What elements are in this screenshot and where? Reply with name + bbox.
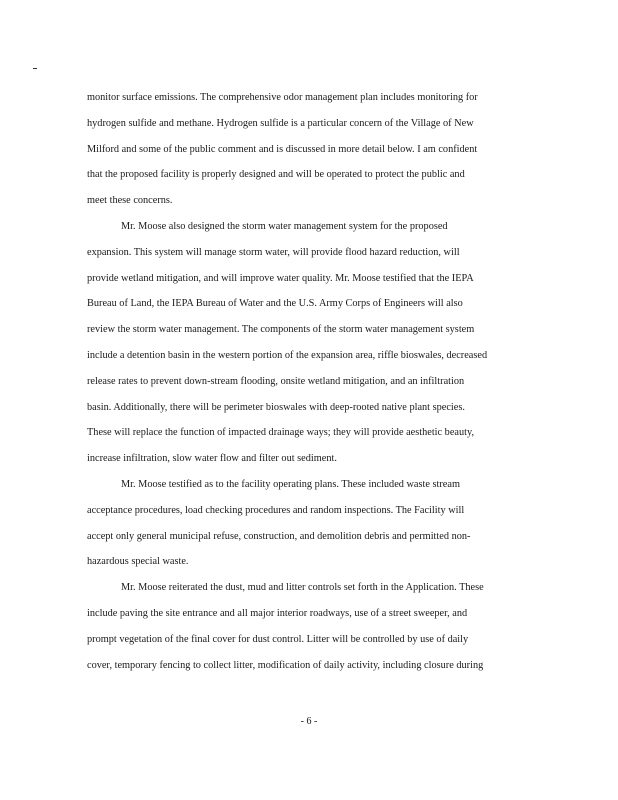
page-number: - 6 - (300, 716, 318, 727)
text-line: Mr. Moose reiterated the dust, mud and litter controls set forth in the Application. These (121, 582, 484, 594)
text-line: expansion. This system will manage storm water, will provide flood hazard reduction, will (87, 246, 460, 258)
paragraph-4 (87, 575, 524, 678)
text-line: Bureau of Land, the IEPA Bureau of Water and the U.S. Army Corps of Engineers will also (87, 298, 463, 310)
text-line: accept only general municipal refuse, construction, and demolition debris and permitted non- (87, 530, 471, 542)
paragraph-3 (87, 472, 524, 575)
text-line: hazardous special waste. (87, 556, 189, 568)
text-line: acceptance procedures, load checking procedures and random inspections. The Facility will (87, 504, 465, 516)
text-line: release rates to prevent down-stream flooding, onsite wetland mitigation, and an infiltration (87, 375, 465, 387)
paragraph-1 (87, 85, 524, 214)
text-line: increase infiltration, slow water flow and filter out sediment. (87, 453, 337, 465)
body-text (87, 85, 524, 678)
text-line: Mr. Moose testified as to the facility operating plans. These included waste stream (121, 478, 460, 490)
text-line: Milford and some of the public comment and is discussed in more detail below. I am confident (87, 143, 478, 155)
text-line: that the proposed facility is properly designed and will be operated to protect the public and (87, 169, 465, 181)
text-line: Mr. Moose also designed the storm water management system for the proposed (121, 220, 448, 232)
text-line: cover, temporary fencing to collect litter, modification of daily activity, including closure during (87, 659, 484, 671)
text-line: review the storm water management. The components of the storm water management system (87, 324, 475, 336)
text-line: provide wetland mitigation, and will improve water quality. Mr. Moose testified that the IEPA (87, 272, 474, 284)
corner-mark (33, 68, 37, 69)
text-line: monitor surface emissions. The comprehensive odor management plan includes monitoring for (87, 92, 478, 103)
text-line: prompt vegetation of the final cover for dust control. Litter will be controlled by use of daily (87, 633, 469, 645)
text-line: meet these concerns. (87, 195, 173, 207)
text-line: include a detention basin in the western portion of the expansion area, riffle bioswales, decreased (87, 349, 488, 361)
paragraph-2 (87, 214, 524, 472)
text-line: These will replace the function of impacted drainage ways; they will provide aesthetic beauty, (87, 427, 475, 439)
text-line: basin. Additionally, there will be perimeter bioswales with deep-rooted native plant species. (87, 401, 465, 413)
text-line: include paving the site entrance and all major interior roadways, use of a street sweeper, and (87, 607, 468, 619)
text-line: hydrogen sulfide and methane. Hydrogen sulfide is a particular concern of the Village of New (87, 117, 474, 129)
